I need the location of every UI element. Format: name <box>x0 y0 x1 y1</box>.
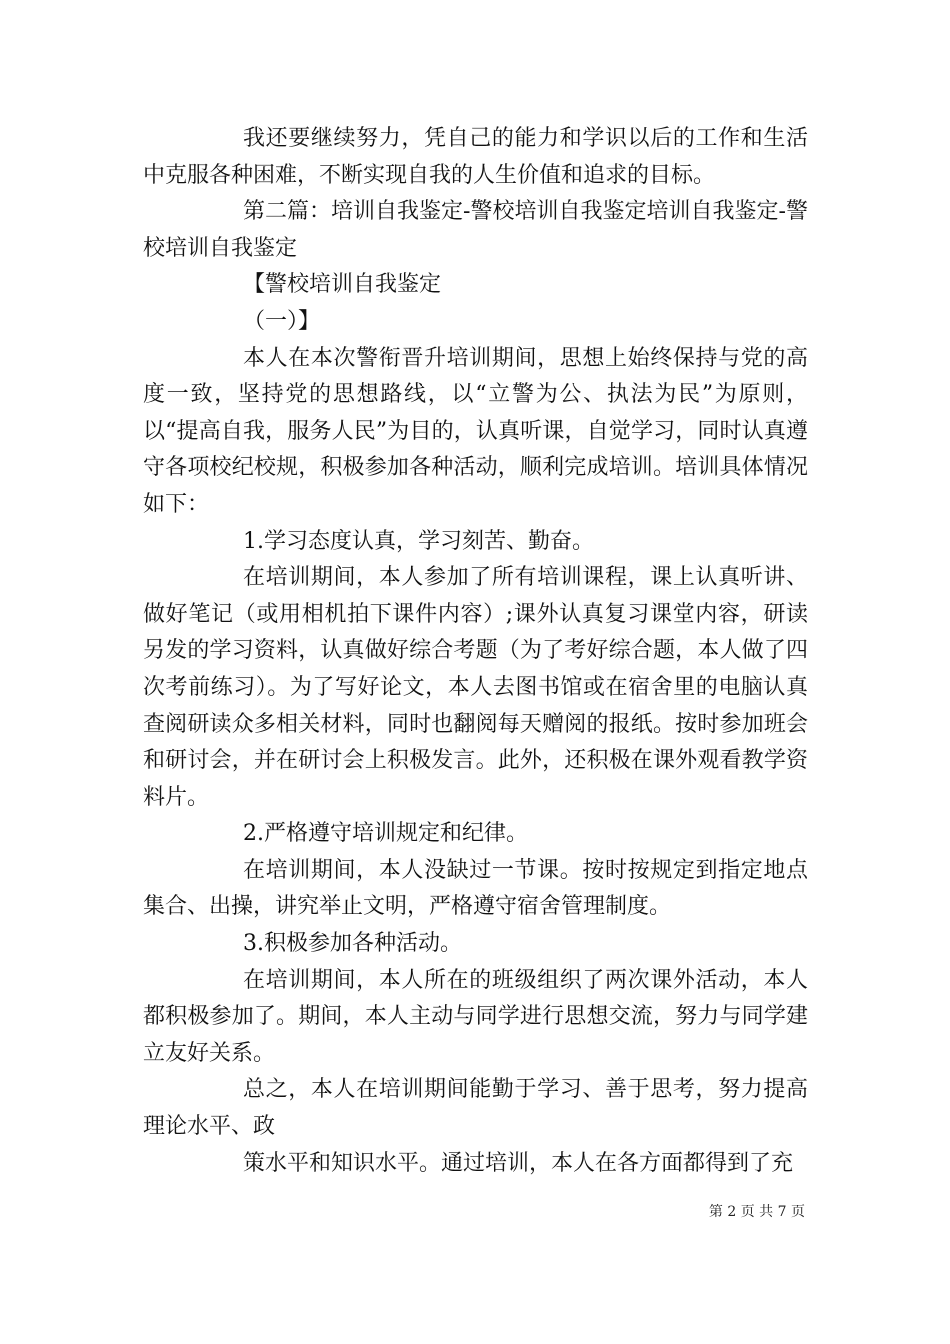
paragraph-continue-effort: 我还要继续努力，凭自己的能力和学识以后的工作和生活中克服各种困难，不断实现自我的人生价值和追求的目标。 <box>143 126 808 188</box>
section-heading-part-two: 第二篇：培训自我鉴定-警校培训自我鉴定培训自我鉴定-警校培训自我鉴定 <box>143 199 808 261</box>
paragraph-summary: 总之，本人在培训期间能勤于学习、善于思考，努力提高理论水平、政 <box>143 1077 808 1140</box>
paragraph-intro: 本人在本次警衔晋升培训期间，思想上始终保持与党的高度一致，坚持党的思想路线，以“立警为公、执法为民”为原则，以“提高自我，服务人民”为目的，认真听课，自觉学习，同时认真遵守各项校纪校规，积极参加各种活动，顺利完成培训。培训具体情况如下： <box>143 345 808 517</box>
paragraph-activities: 在培训期间，本人所在的班级组织了两次课外活动，本人都积极参加了。期间，本人主动与同学进行思想交流，努力与同学建立友好关系。 <box>143 967 808 1066</box>
document-body <box>143 121 808 1182</box>
subtitle-police-school: 【警校培训自我鉴定 <box>243 272 442 298</box>
paragraph-summary-continued: 策水平和知识水平。通过培训，本人在各方面都得到了充 <box>243 1150 794 1176</box>
paragraph-discipline: 在培训期间，本人没缺过一节课。按时按规定到指定地点集合、出操，讲究举止文明，严格遵守宿舍管理制度。 <box>143 857 808 920</box>
subtitle-number-one: （一）】 <box>243 308 321 334</box>
item-heading-2: 2.严格遵守培训规定和纪律。 <box>243 821 528 847</box>
item-heading-1: 1.学习态度认真，学习刻苦、勤奋。 <box>243 528 594 554</box>
page-number-footer: 第 2 页 共 7 页 <box>708 1204 805 1220</box>
paragraph-study: 在培训期间，本人参加了所有培训课程，课上认真听讲、做好笔记（或用相机拍下课件内容）;课外认真复习课堂内容，研读另发的学习资料，认真做好综合考题（为了考好综合题，本人做了四次考前练习）。为了写好论文，本人去图书馆或在宿舍里的电脑认真查阅研读众多相关材料，同时也翻阅每天赠阅的报纸。按时参加班会和研讨会，并在研讨会上积极发言。此外，还积极在课外观看教学资料片。 <box>143 565 808 810</box>
item-heading-3: 3.积极参加各种活动。 <box>243 931 462 957</box>
